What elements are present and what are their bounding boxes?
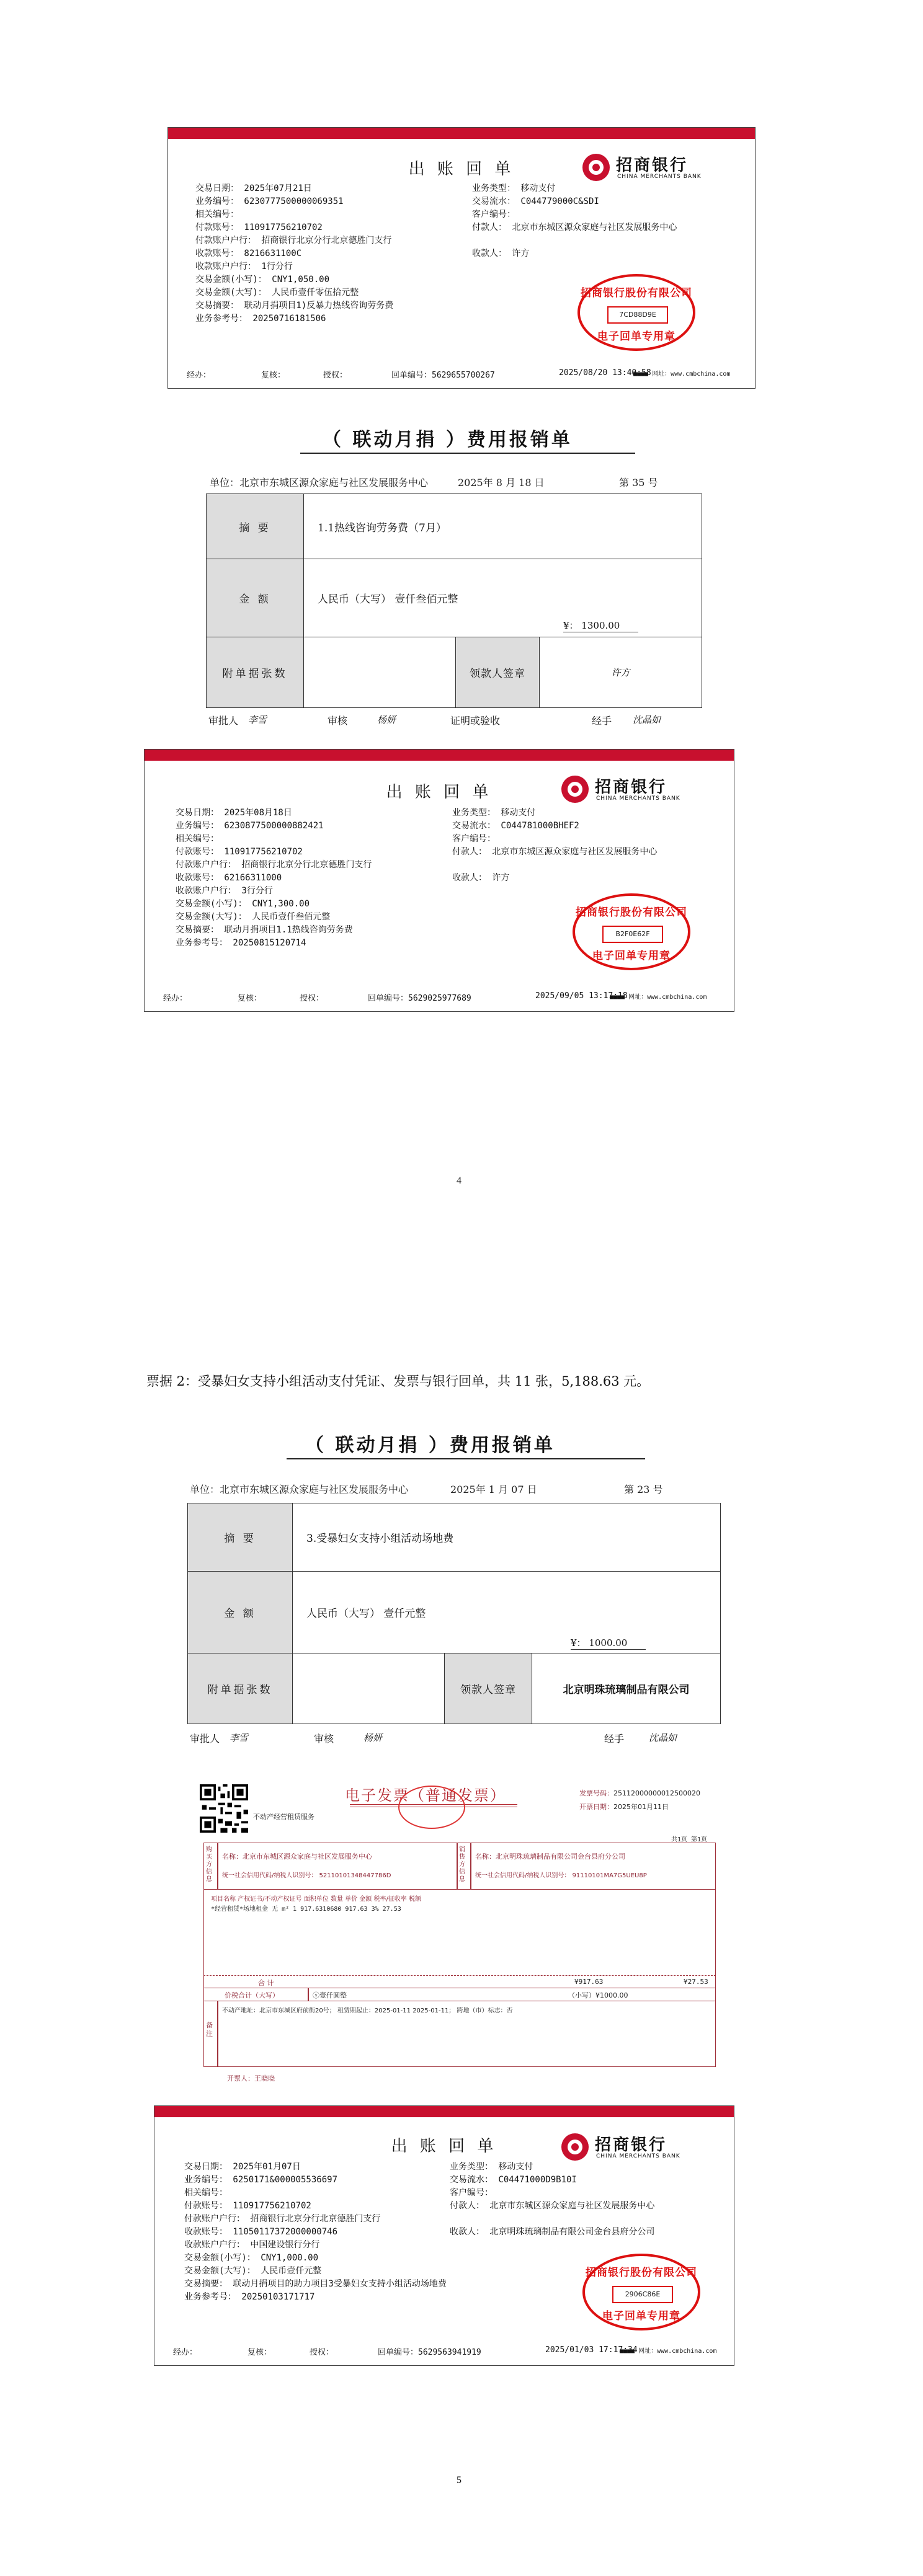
approver-signature: 李雪 xyxy=(230,1732,249,1743)
field-line: 收款账户户行： 中国建设银行分行 xyxy=(184,2240,320,2250)
field-line: 业务类型： 移动支付 xyxy=(450,2162,533,2172)
unit-label: 单位： xyxy=(210,477,240,489)
stamp-code: 7CD88D9E xyxy=(607,306,668,324)
qr-code-icon xyxy=(200,1784,248,1833)
reviewer-signature: 杨妍 xyxy=(377,714,396,725)
receipt-right-fields xyxy=(472,182,677,260)
page-number: 4 xyxy=(457,1175,461,1186)
field-line: 交易流水： C044779000C&SDI xyxy=(472,197,599,206)
footer-authorizer: 授权： xyxy=(300,994,324,1003)
seller-side-label: 销售方信息 xyxy=(459,1846,465,1883)
field-line: 交易流水： C044781000BHEF2 xyxy=(452,821,579,831)
logo-text-en: CHINA MERCHANTS BANK xyxy=(617,174,702,180)
bank-receipt-2 xyxy=(144,749,734,1012)
field-line: 业务类型： 移动支付 xyxy=(472,184,556,193)
invoice-date xyxy=(579,1802,669,1812)
stamp-text-bottom: 电子回单专用章 xyxy=(597,330,676,343)
invoice-page: 共1页 第1页 xyxy=(671,1836,708,1843)
invoice-title: 电子发票（普通发票） xyxy=(345,1787,506,1804)
field-line: 客户编号： xyxy=(452,834,496,844)
total-row xyxy=(203,1988,716,2001)
footer-site: ■■■■ 网址：www.cmbchina.com xyxy=(620,2348,717,2355)
amount-words: 人民币（大写） 壹仟元整 xyxy=(306,1608,426,1620)
divider xyxy=(217,2001,218,2067)
bank-receipt-3 xyxy=(154,2105,734,2366)
reimbursement-table xyxy=(187,1503,721,1724)
divider xyxy=(457,1843,458,1890)
field-line: 业务编号： 6230777500000069351 xyxy=(195,197,344,206)
field-line xyxy=(452,859,657,872)
unit-name: 北京市东城区源众家庭与社区发展服务中心 xyxy=(239,477,429,489)
buyer-side-label: 购买方信息 xyxy=(206,1846,212,1883)
field-line: 收款人： 北京明珠琉璃制品有限公司金台县府分公司 xyxy=(450,2227,655,2237)
reimbursement-header xyxy=(190,1482,698,1497)
amount-number: ¥： 1000.00 xyxy=(571,1636,646,1650)
footer-handler: 经办： xyxy=(187,371,212,380)
total-words: ⓧ壹仟圆整 xyxy=(313,1991,347,1999)
recipient-signature: 许方 xyxy=(540,637,702,708)
attachments-value xyxy=(293,1653,445,1724)
footer-reviewer: 复核： xyxy=(238,994,262,1003)
field-line: 相关编号： xyxy=(176,834,219,844)
invoice-no-value: 25112000000012500020 xyxy=(613,1789,700,1797)
divider xyxy=(217,1843,218,1890)
footer-reviewer: 复核： xyxy=(261,371,286,380)
unit-label: 单位： xyxy=(190,1484,220,1495)
title-underline xyxy=(300,453,635,454)
amount-number: ¥： 1300.00 xyxy=(563,619,638,632)
approver-label: 审批人 xyxy=(208,715,239,727)
stamp-text-bottom: 电子回单专用章 xyxy=(592,950,671,962)
field-line: 业务参考号： 20250103171717 xyxy=(184,2292,315,2302)
total-label: 价税合计（大写） xyxy=(225,1991,279,1999)
footer-datetime: 2025/01/03 17:17:34 xyxy=(545,2345,638,2355)
section-heading: 票据 2：受暴妇女支持小组活动支付凭证、发票与银行回单，共 11 张，5,188.63 元。 xyxy=(146,1374,650,1389)
field-line: 交易流水： C04471000D9B10I xyxy=(450,2175,577,2185)
summary-label: 摘 要 xyxy=(188,1503,293,1572)
field-line: 交易摘要： 联动月捐项目1.1热线咨询劳务费 xyxy=(176,925,353,935)
receipt-title: 出 账 回 单 xyxy=(391,2137,497,2156)
field-line: 交易金额(小写)： CNY1,300.00 xyxy=(176,899,310,909)
signature-row xyxy=(208,713,705,728)
summary-value: 3.受暴妇女支持小组活动场地费 xyxy=(293,1503,721,1572)
footer-datetime: 2025/08/20 13:40:58 xyxy=(559,368,651,378)
bank-seal-stamp xyxy=(573,893,690,970)
field-line: 付款账户户行： 招商银行北京分行北京德胜门支行 xyxy=(184,2214,381,2224)
field-line: 交易金额(大写)： 人民币壹仟零伍拾元整 xyxy=(195,288,359,298)
field-line: 付款账号： 110917756210702 xyxy=(184,2201,311,2211)
receipt-title: 出 账 回 单 xyxy=(386,783,493,802)
field-line: 业务参考号： 20250815120714 xyxy=(176,938,306,948)
receipt-top-bar xyxy=(168,128,755,139)
buyer-tax-id: 统一社会信用代码/纳税人识别号： 52110101348447786D xyxy=(222,1872,391,1879)
signature-row xyxy=(190,1731,723,1746)
subtotal-tax: ¥27.53 xyxy=(684,1978,708,1986)
page-number: 5 xyxy=(457,2475,461,2485)
form-date: 2025年 8 月 18 日 xyxy=(458,477,545,489)
field-line: 相关编号： xyxy=(184,2188,228,2198)
bank-receipt-1 xyxy=(167,127,756,389)
field-line: 付款人： 北京市东城区源众家庭与社区发展服务中心 xyxy=(450,2201,655,2211)
summary-value: 1.1热线咨询劳务费（7月） xyxy=(304,494,702,559)
field-line: 交易摘要： 联动月捐项目1)反暴力热线咨询劳务费 xyxy=(195,301,394,311)
invoice-no-label: 发票号码： xyxy=(579,1789,613,1797)
field-line: 付款账号： 110917756210702 xyxy=(195,223,323,232)
field-line: 交易日期： 2025年07月21日 xyxy=(195,184,312,193)
field-line: 交易金额(小写)： CNY1,050.00 xyxy=(195,275,330,285)
field-line: 客户编号： xyxy=(472,210,515,219)
logo-text-en: CHINA MERCHANTS BANK xyxy=(596,795,680,802)
reimbursement-title: （ 联动月捐 ）费用报销单 xyxy=(305,1435,555,1456)
cmb-logo-icon xyxy=(561,776,589,803)
stamp-code: B2F0E62F xyxy=(602,926,663,943)
reimbursement-table xyxy=(206,494,702,708)
attachments-label: 附单据张数 xyxy=(188,1653,293,1724)
handler-label: 经手 xyxy=(604,1733,625,1745)
stamp-text-top: 招商银行股份有限公司 xyxy=(586,2267,697,2279)
cmb-logo xyxy=(561,772,704,808)
receipt-top-bar xyxy=(145,750,734,761)
handler-signature: 沈晶如 xyxy=(633,714,661,725)
field-line xyxy=(472,234,677,247)
field-line: 交易日期： 2025年08月18日 xyxy=(176,808,292,818)
field-line: 付款账号： 110917756210702 xyxy=(176,847,303,857)
total-small: （小写）¥1000.00 xyxy=(568,1991,628,1999)
receipt-left-fields xyxy=(176,807,372,950)
field-line: 付款账户户行： 招商银行北京分行北京德胜门支行 xyxy=(176,860,372,870)
invoice-date-value: 2025年01月11日 xyxy=(613,1803,669,1811)
summary-label: 摘 要 xyxy=(207,494,304,559)
logo-text-cn: 招商银行 xyxy=(595,2136,667,2154)
logo-text-en: CHINA MERCHANTS BANK xyxy=(596,2153,680,2159)
footer-reviewer: 复核： xyxy=(247,2348,272,2357)
reimbursement-header xyxy=(210,475,681,490)
recipient-label: 领款人签章 xyxy=(456,637,540,708)
form-number: 第 23 号 xyxy=(624,1484,663,1495)
footer-receipt-no: 回单编号：5629025977689 xyxy=(368,994,471,1003)
footer-handler: 经办： xyxy=(163,994,188,1003)
tax-bureau-seal xyxy=(398,1786,465,1829)
receipt-footer xyxy=(163,991,715,1003)
field-line: 收款人： 许方 xyxy=(472,249,530,259)
field-line: 付款人： 北京市东城区源众家庭与社区发展服务中心 xyxy=(452,847,658,857)
attachments-label: 附单据张数 xyxy=(207,637,304,708)
cmb-logo-icon xyxy=(561,2133,589,2161)
bank-seal-stamp xyxy=(577,274,695,351)
amount-words: 人民币（大写） 壹仟叁佰元整 xyxy=(318,593,458,606)
stamp-code: 2906C86E xyxy=(612,2286,673,2303)
field-line: 付款人： 北京市东城区源众家庭与社区发展服务中心 xyxy=(472,223,677,232)
reviewer-label: 审核 xyxy=(314,1733,334,1745)
amount-label: 金 额 xyxy=(207,559,304,637)
handler-label: 经手 xyxy=(592,715,612,727)
buyer-name: 名称：北京市东城区源众家庭与社区发展服务中心 xyxy=(222,1852,372,1861)
reviewer-label: 审核 xyxy=(328,715,348,727)
field-line: 付款账户户行： 招商银行北京分行北京德胜门支行 xyxy=(195,236,392,246)
attachments-value xyxy=(304,637,456,708)
field-line: 收款账号： 62166311000 xyxy=(176,873,282,883)
receipt-footer xyxy=(173,2345,715,2357)
approver-label: 审批人 xyxy=(190,1733,220,1745)
receipt-right-fields xyxy=(450,2161,654,2239)
receipt-title: 出 账 回 单 xyxy=(408,160,515,179)
field-line: 交易金额(小写)： CNY1,000.00 xyxy=(184,2253,319,2263)
stamp-text-bottom: 电子回单专用章 xyxy=(602,2310,680,2322)
logo-text-cn: 招商银行 xyxy=(616,156,689,175)
seller-tax-id: 统一社会信用代码/纳税人识别号： 91110101MA7G5UEU8P xyxy=(475,1872,647,1879)
field-line: 交易金额(大写)： 人民币壹仟元整 xyxy=(184,2266,322,2276)
approver-signature: 李雪 xyxy=(248,714,267,725)
unit-name: 北京市东城区源众家庭与社区发展服务中心 xyxy=(220,1484,409,1495)
reimbursement-title: （ 联动月捐 ）费用报销单 xyxy=(323,429,573,451)
field-line: 业务编号： 6250171&000005536697 xyxy=(184,2175,338,2185)
field-line: 相关编号： xyxy=(195,210,239,219)
field-line: 收款账号： 11050117372000000746 xyxy=(184,2227,338,2237)
footer-site: ■■■■ 网址：www.cmbchina.com xyxy=(633,371,731,378)
handler-signature: 沈晶如 xyxy=(649,1732,677,1743)
receipt-footer xyxy=(187,368,736,379)
divider xyxy=(203,1975,716,1976)
cmb-logo xyxy=(582,150,725,186)
receipt-left-fields xyxy=(184,2161,447,2304)
receipt-top-bar xyxy=(154,2106,734,2117)
form-date: 2025年 1 月 07 日 xyxy=(450,1484,537,1495)
invoice-type-note: 不动产经营租赁服务 xyxy=(253,1813,314,1821)
field-line: 交易日期： 2025年01月07日 xyxy=(184,2162,301,2172)
remark-side-label: 备注 xyxy=(206,2021,213,2038)
invoice-issuer: 开票人：王晓晓 xyxy=(227,2074,275,2082)
field-line: 收款账号： 8216631100C xyxy=(195,249,302,259)
form-number: 第 35 号 xyxy=(619,477,658,489)
cmb-logo-icon xyxy=(582,154,610,181)
invoice-date-label: 开票日期： xyxy=(579,1803,613,1811)
stamp-text-top: 招商银行股份有限公司 xyxy=(576,906,687,919)
footer-handler: 经办： xyxy=(173,2348,198,2357)
field-line: 收款账户户行： 3行分行 xyxy=(176,886,273,896)
footer-datetime: 2025/09/05 13:17:18 xyxy=(535,991,628,1001)
electronic-invoice xyxy=(190,1773,727,2083)
amount-cell xyxy=(293,1572,721,1653)
field-line: 交易金额(大写)： 人民币壹仟叁佰元整 xyxy=(176,912,331,922)
divider xyxy=(470,1843,471,1890)
reviewer-signature: 杨妍 xyxy=(363,1732,383,1743)
invoice-item-row: *经营租赁*场地租金 无 m² 1 917.6310680 917.63 3% 27.53 xyxy=(211,1906,401,1913)
divider xyxy=(308,1988,309,2001)
field-line: 业务编号： 6230877500000882421 xyxy=(176,821,324,831)
field-line: 收款账户户行： 1行分行 xyxy=(195,262,293,272)
field-line xyxy=(450,2213,654,2226)
field-line: 收款人： 许方 xyxy=(452,873,510,883)
logo-text-cn: 招商银行 xyxy=(595,778,667,797)
amount-label: 金 额 xyxy=(188,1572,293,1653)
footer-authorizer: 授权： xyxy=(323,371,348,380)
subtotal-label: 合 计 xyxy=(258,1979,274,1987)
footer-site: ■■■■ 网址：www.cmbchina.com xyxy=(610,994,707,1001)
receipt-left-fields xyxy=(195,182,393,325)
field-line: 交易摘要： 联动月捐项目的助力项目3受暴妇女支持小组活动场地费 xyxy=(184,2279,447,2289)
footer-receipt-no: 回单编号：5629563941919 xyxy=(378,2348,481,2357)
amount-cell xyxy=(304,559,702,637)
stamp-text-top: 招商银行股份有限公司 xyxy=(581,287,692,299)
title-underline xyxy=(287,1458,645,1459)
bank-seal-stamp xyxy=(582,2254,700,2330)
field-line: 业务类型： 移动支付 xyxy=(452,808,536,818)
recipient-signature: 北京明珠琉璃制品有限公司 xyxy=(532,1653,721,1724)
invoice-number xyxy=(579,1788,700,1798)
receipt-right-fields xyxy=(452,807,657,885)
seller-name: 名称：北京明珠琉璃制品有限公司金台县府分公司 xyxy=(475,1852,625,1861)
footer-receipt-no: 回单编号：5629655700267 xyxy=(391,371,495,380)
footer-authorizer: 授权： xyxy=(310,2348,334,2357)
invoice-remark: 不动产地址：北京市东城区府前街20号； 租赁期起止：2025-01-11 2025-01-11； 跨地（市）标志：否 xyxy=(222,2007,513,2014)
field-line: 业务参考号： 20250716181506 xyxy=(195,314,326,324)
subtotal-amount: ¥917.63 xyxy=(574,1978,604,1986)
recipient-label: 领款人签章 xyxy=(445,1653,532,1724)
witness-label: 证明或验收 xyxy=(450,715,501,727)
invoice-item-headers: 项目名称 产权证书/不动产权证号 面积单位 数量 单价 金额 税率/征收率 税额 xyxy=(211,1896,421,1903)
field-line: 客户编号： xyxy=(450,2188,493,2198)
